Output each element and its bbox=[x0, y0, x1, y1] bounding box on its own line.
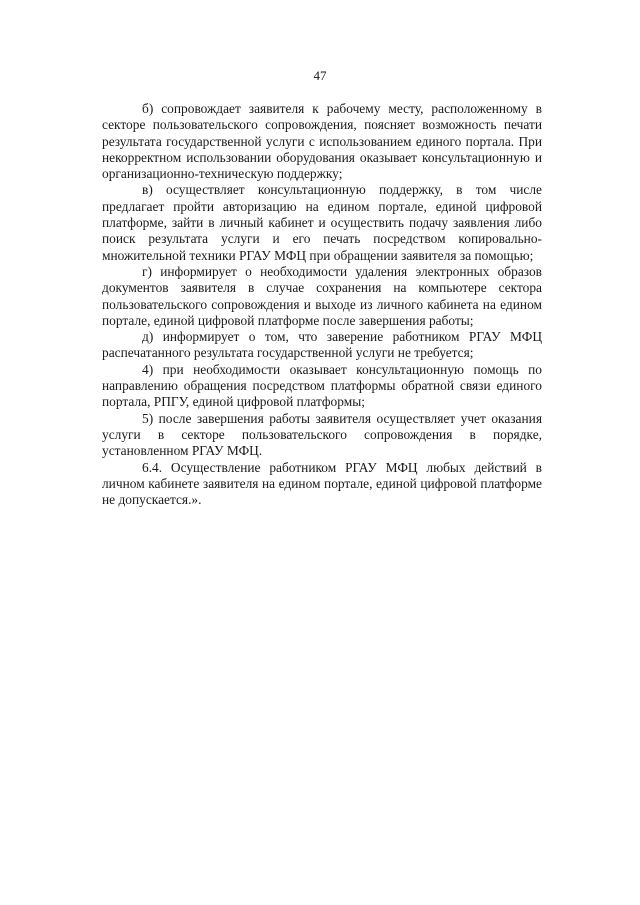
document-body bbox=[102, 101, 542, 508]
paragraph-v: в) осуществляет консультационную поддержку, в том числе предлагает пройти авторизацию на едином портале, единой цифровой платформе, зайти в личный кабинет и осуществить подачу заявления либо поиск результата услуги и его печать посредством копировально-множительной техники РГАУ МФЦ при обращении заявителя за помощью; bbox=[102, 182, 542, 263]
page-number: 47 bbox=[313, 68, 327, 83]
paragraph-6-4: 6.4. Осуществление работником РГАУ МФЦ любых действий в личном кабинете заявителя на едином портале, единой цифровой платформе не допускается.». bbox=[102, 459, 542, 508]
paragraph-5: 5) после завершения работы заявителя осуществляет учет оказания услуги в секторе пользовательского сопровождения в порядке, установленном РГАУ МФЦ. bbox=[102, 410, 542, 459]
paragraph-4: 4) при необходимости оказывает консультационную помощь по направлению обращения посредством платформы обратной связи единого портала, РПГУ, единой цифровой платформы; bbox=[102, 361, 542, 410]
paragraph-b: б) сопровождает заявителя к рабочему месту, расположенному в секторе пользовательского сопровождения, поясняет возможность печати результата государственной услуги с использованием единого портала. При некорректном использовании оборудования оказывает консультационную и организационно-техническую поддержку; bbox=[102, 101, 542, 182]
paragraph-d: д) информирует о том, что заверение работником РГАУ МФЦ распечатанного результата государственной услуги не требуется; bbox=[102, 329, 542, 361]
paragraph-g: г) информирует о необходимости удаления электронных образов документов заявителя в случае сохранения на компьютере сектора пользовательского сопровождения и выходе из личного кабинета на едином портале, единой цифровой платформе после завершения работы; bbox=[102, 263, 542, 328]
